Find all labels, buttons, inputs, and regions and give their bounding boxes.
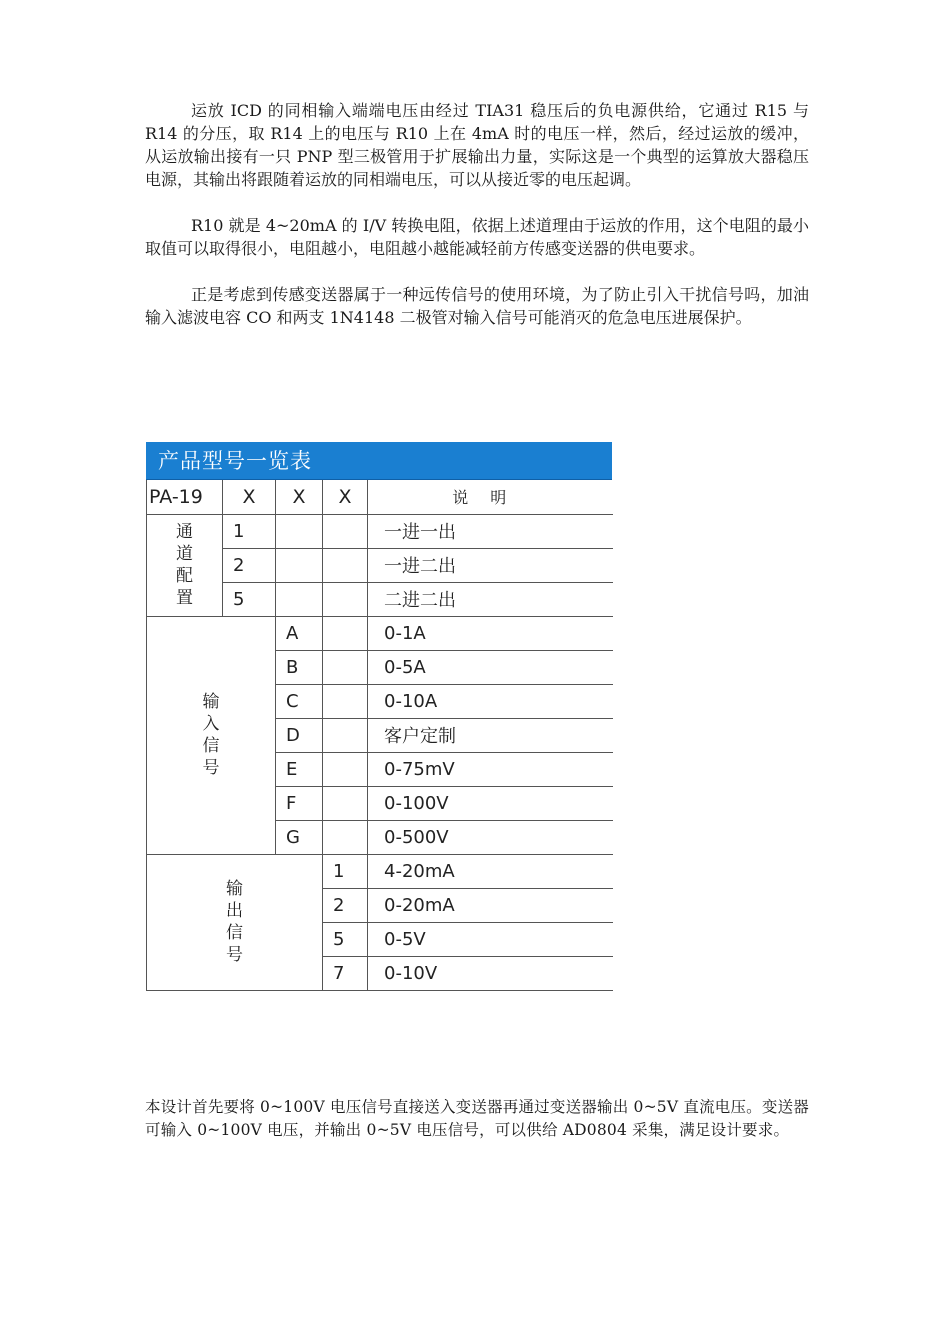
row-desc: 0-10V — [368, 956, 613, 990]
row-desc: 0-1A — [368, 616, 613, 650]
row-desc: 一进一出 — [368, 514, 613, 548]
row-desc: 0-100V — [368, 786, 613, 820]
row-code: 1 — [223, 514, 276, 548]
row-code: D — [276, 718, 323, 752]
header-x3: X — [323, 480, 368, 514]
row-code: C — [276, 684, 323, 718]
row-code: 7 — [323, 956, 368, 990]
row-code: 1 — [323, 854, 368, 888]
table-row — [147, 514, 613, 548]
row-code: G — [276, 820, 323, 854]
row-code: B — [276, 650, 323, 684]
row-desc: 0-5A — [368, 650, 613, 684]
table-title: 产品型号一览表 — [146, 442, 612, 480]
row-code: 5 — [223, 582, 276, 616]
row-code: A — [276, 616, 323, 650]
paragraph-r10-resistor: R10 就是 4~20mA 的 I/V 转换电阻，依据上述道理由于运放的作用，这个电阻的最小取值可以取得很小，电阻越小，电阻越小越能减轻前方传感变送器的供电要求。 — [145, 216, 809, 258]
row-desc: 一进二出 — [368, 548, 613, 582]
group-label-input: 输入信号 — [147, 616, 276, 854]
row-desc: 0-20mA — [368, 888, 613, 922]
row-desc: 0-75mV — [368, 752, 613, 786]
table-row — [147, 854, 613, 888]
table-row — [147, 616, 613, 650]
header-model: PA-19 — [147, 480, 223, 514]
row-desc: 0-500V — [368, 820, 613, 854]
paragraph-opamp-supply: 运放 ICD 的同相输入端端电压由经过 TIA31 稳压后的负电源供给，它通过 R15 与 R14 的分压，取 R14 上的电压与 R10 上在 4mA 时的电压一样，然后，经过运放的缓冲，从运放输出接有一只 PNP 型三极管用于扩展输出力量，实际这是一个典型的运算放大器稳压电源，其输出将跟随着运放的同相端电压，可以从接近零的电压起调。 — [145, 101, 809, 189]
row-code: E — [276, 752, 323, 786]
header-x2: X — [276, 480, 323, 514]
row-code: 5 — [323, 922, 368, 956]
product-model-table — [146, 442, 612, 991]
table-header-row — [147, 480, 613, 514]
header-description: 说明 — [368, 480, 613, 514]
paragraph-design-summary: 本设计首先要将 0~100V 电压信号直接送入变送器再通过变送器输出 0~5V 直流电压。变送器可输入 0~100V 电压，并输出 0~5V 电压信号，可以供给 AD0804 采集，满足设计要求。 — [145, 1098, 809, 1139]
row-desc: 0-5V — [368, 922, 613, 956]
row-desc: 客户定制 — [368, 718, 613, 752]
group-label-channel: 通道配置 — [147, 514, 223, 616]
header-x1: X — [223, 480, 276, 514]
row-desc: 0-10A — [368, 684, 613, 718]
paragraph-input-protection: 正是考虑到传感变送器属于一种远传信号的使用环境，为了防止引入干扰信号吗，加油输入滤波电容 CO 和两支 1N4148 二极管对输入信号可能消灭的危急电压进展保护。 — [145, 285, 809, 327]
row-code: F — [276, 786, 323, 820]
row-desc: 二进二出 — [368, 582, 613, 616]
group-label-output: 输出信号 — [147, 854, 323, 990]
model-table — [146, 480, 613, 991]
row-desc: 4-20mA — [368, 854, 613, 888]
row-code: 2 — [323, 888, 368, 922]
row-code: 2 — [223, 548, 276, 582]
